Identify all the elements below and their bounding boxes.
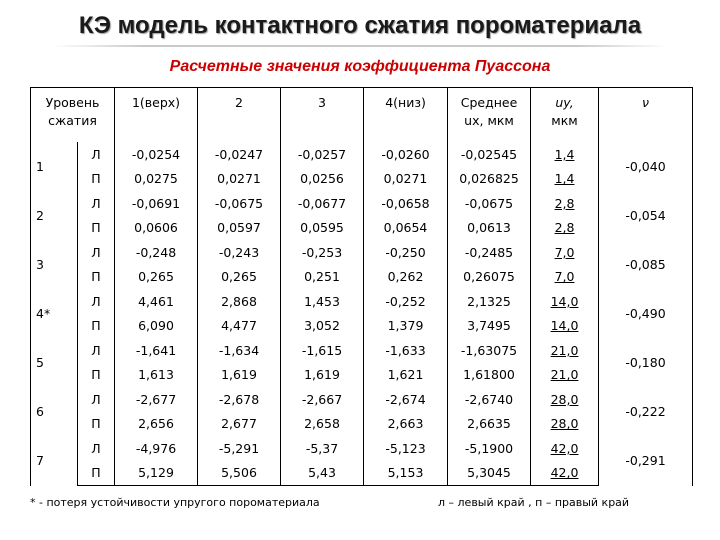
value-cell: -1,634 [198, 338, 281, 363]
table-row [31, 240, 693, 265]
uy-cell: 42,0 [531, 436, 599, 461]
value-cell: -0,0254 [115, 142, 198, 167]
value-cell: 3,052 [281, 314, 364, 339]
value-cell: 0,0275 [115, 167, 198, 192]
side-cell: Л [78, 240, 115, 265]
value-cell: 1,619 [198, 363, 281, 388]
value-cell: 0,0595 [281, 216, 364, 241]
slide-title: КЭ модель контактного сжатия пороматериала [78, 12, 642, 39]
value-cell: 0,0654 [364, 216, 448, 241]
value-cell: -5,291 [198, 436, 281, 461]
value-cell: -1,633 [364, 338, 448, 363]
average-cell: 0,0613 [448, 216, 531, 241]
value-cell: -5,123 [364, 436, 448, 461]
side-cell: П [78, 167, 115, 192]
value-cell: 5,506 [198, 461, 281, 486]
header-nu: ν [599, 88, 693, 143]
uy-cell: 21,0 [531, 338, 599, 363]
level-cell: 6 [31, 387, 78, 436]
side-cell: Л [78, 436, 115, 461]
uy-cell: 14,0 [531, 289, 599, 314]
value-cell: -0,0658 [364, 191, 448, 216]
header-level-line1: Уровень [45, 95, 100, 110]
poisson-ratio-cell: -0,054 [599, 191, 693, 240]
value-cell: 1,379 [364, 314, 448, 339]
footnote-asterisk: * - потеря устойчивости упругого пороматериала [30, 496, 320, 509]
value-cell: 0,0597 [198, 216, 281, 241]
value-cell: 0,0271 [198, 167, 281, 192]
value-cell: -1,615 [281, 338, 364, 363]
average-cell: 1,61800 [448, 363, 531, 388]
header-uy [531, 88, 599, 143]
value-cell: 2,656 [115, 412, 198, 437]
poisson-ratio-cell: -0,222 [599, 387, 693, 436]
table-row [31, 167, 693, 192]
header-average-line2: uх, мкм [464, 113, 514, 128]
side-cell: П [78, 461, 115, 486]
header-uy-line1: uy, [555, 95, 574, 110]
level-cell: 3 [31, 240, 78, 289]
value-cell: -0,0247 [198, 142, 281, 167]
average-cell: 2,6635 [448, 412, 531, 437]
side-cell: Л [78, 191, 115, 216]
value-cell: 4,477 [198, 314, 281, 339]
header-level-line2: сжатия [48, 113, 97, 128]
value-cell: 1,453 [281, 289, 364, 314]
side-cell: Л [78, 338, 115, 363]
value-cell: -0,243 [198, 240, 281, 265]
value-cell: 1,621 [364, 363, 448, 388]
value-cell: -2,667 [281, 387, 364, 412]
value-cell: 0,262 [364, 265, 448, 290]
table-row [31, 461, 693, 486]
side-cell: П [78, 412, 115, 437]
uy-cell: 7,0 [531, 265, 599, 290]
value-cell: -2,678 [198, 387, 281, 412]
level-cell: 4* [31, 289, 78, 338]
average-cell: -1,63075 [448, 338, 531, 363]
average-cell: -0,2485 [448, 240, 531, 265]
header-uy-line2: мкм [551, 113, 578, 128]
level-cell: 2 [31, 191, 78, 240]
slide-subtitle: Расчетные значения коэффициента Пуассона [169, 58, 551, 75]
value-cell: -1,641 [115, 338, 198, 363]
table-header-row [31, 88, 693, 143]
table-row [31, 387, 693, 412]
level-cell: 5 [31, 338, 78, 387]
value-cell: -0,0677 [281, 191, 364, 216]
value-cell: -2,677 [115, 387, 198, 412]
table-row [31, 289, 693, 314]
average-cell: 3,7495 [448, 314, 531, 339]
value-cell: -0,248 [115, 240, 198, 265]
table-row [31, 338, 693, 363]
poisson-ratio-cell: -0,291 [599, 436, 693, 486]
uy-cell: 1,4 [531, 142, 599, 167]
value-cell: 5,129 [115, 461, 198, 486]
poisson-ratio-cell: -0,180 [599, 338, 693, 387]
uy-cell: 7,0 [531, 240, 599, 265]
value-cell: -2,674 [364, 387, 448, 412]
average-cell: 0,026825 [448, 167, 531, 192]
average-cell: -0,0675 [448, 191, 531, 216]
level-cell: 1 [31, 142, 78, 191]
average-cell: -2,6740 [448, 387, 531, 412]
average-cell: 2,1325 [448, 289, 531, 314]
side-cell: П [78, 314, 115, 339]
value-cell: 4,461 [115, 289, 198, 314]
header-level [31, 88, 115, 143]
uy-cell: 1,4 [531, 167, 599, 192]
value-cell: -0,250 [364, 240, 448, 265]
table-row [31, 142, 693, 167]
side-cell: П [78, 363, 115, 388]
header-average-line1: Среднее [460, 95, 518, 110]
average-cell: -0,02545 [448, 142, 531, 167]
table-row [31, 412, 693, 437]
value-cell: 2,663 [364, 412, 448, 437]
average-cell: 0,26075 [448, 265, 531, 290]
poisson-ratio-cell: -0,040 [599, 142, 693, 191]
value-cell: -0,253 [281, 240, 364, 265]
poisson-ratio-cell: -0,490 [599, 289, 693, 338]
value-cell: 0,265 [198, 265, 281, 290]
value-cell: -0,252 [364, 289, 448, 314]
uy-cell: 42,0 [531, 461, 599, 486]
value-cell: 6,090 [115, 314, 198, 339]
value-cell: -4,976 [115, 436, 198, 461]
average-cell: -5,1900 [448, 436, 531, 461]
value-cell: -5,37 [281, 436, 364, 461]
value-cell: 1,619 [281, 363, 364, 388]
header-col3: 3 [281, 88, 364, 143]
uy-cell: 28,0 [531, 387, 599, 412]
table-row [31, 363, 693, 388]
poisson-ratio-cell: -0,085 [599, 240, 693, 289]
table-row [31, 191, 693, 216]
value-cell: -0,0260 [364, 142, 448, 167]
uy-cell: 14,0 [531, 314, 599, 339]
value-cell: 2,658 [281, 412, 364, 437]
uy-cell: 2,8 [531, 191, 599, 216]
value-cell: 5,43 [281, 461, 364, 486]
table-row [31, 436, 693, 461]
side-cell: Л [78, 289, 115, 314]
header-average [448, 88, 531, 143]
side-cell: П [78, 216, 115, 241]
value-cell: 1,613 [115, 363, 198, 388]
value-cell: 2,868 [198, 289, 281, 314]
side-cell: П [78, 265, 115, 290]
header-col4: 4(низ) [364, 88, 448, 143]
table-row [31, 265, 693, 290]
header-col2: 2 [198, 88, 281, 143]
value-cell: 0,0271 [364, 167, 448, 192]
value-cell: 2,677 [198, 412, 281, 437]
side-cell: Л [78, 387, 115, 412]
value-cell: 0,0606 [115, 216, 198, 241]
header-col1: 1(верх) [115, 88, 198, 143]
value-cell: 0,251 [281, 265, 364, 290]
uy-cell: 21,0 [531, 363, 599, 388]
uy-cell: 2,8 [531, 216, 599, 241]
value-cell: 5,153 [364, 461, 448, 486]
value-cell: -0,0675 [198, 191, 281, 216]
value-cell: -0,0257 [281, 142, 364, 167]
value-cell: 0,265 [115, 265, 198, 290]
table-row [31, 314, 693, 339]
value-cell: -0,0691 [115, 191, 198, 216]
level-cell: 7 [31, 436, 78, 486]
title-underline [52, 45, 668, 47]
side-cell: Л [78, 142, 115, 167]
poisson-table [30, 87, 693, 486]
table-row [31, 216, 693, 241]
average-cell: 5,3045 [448, 461, 531, 486]
uy-cell: 28,0 [531, 412, 599, 437]
footnote-legend: л – левый край , п – правый край [438, 496, 630, 509]
value-cell: 0,0256 [281, 167, 364, 192]
